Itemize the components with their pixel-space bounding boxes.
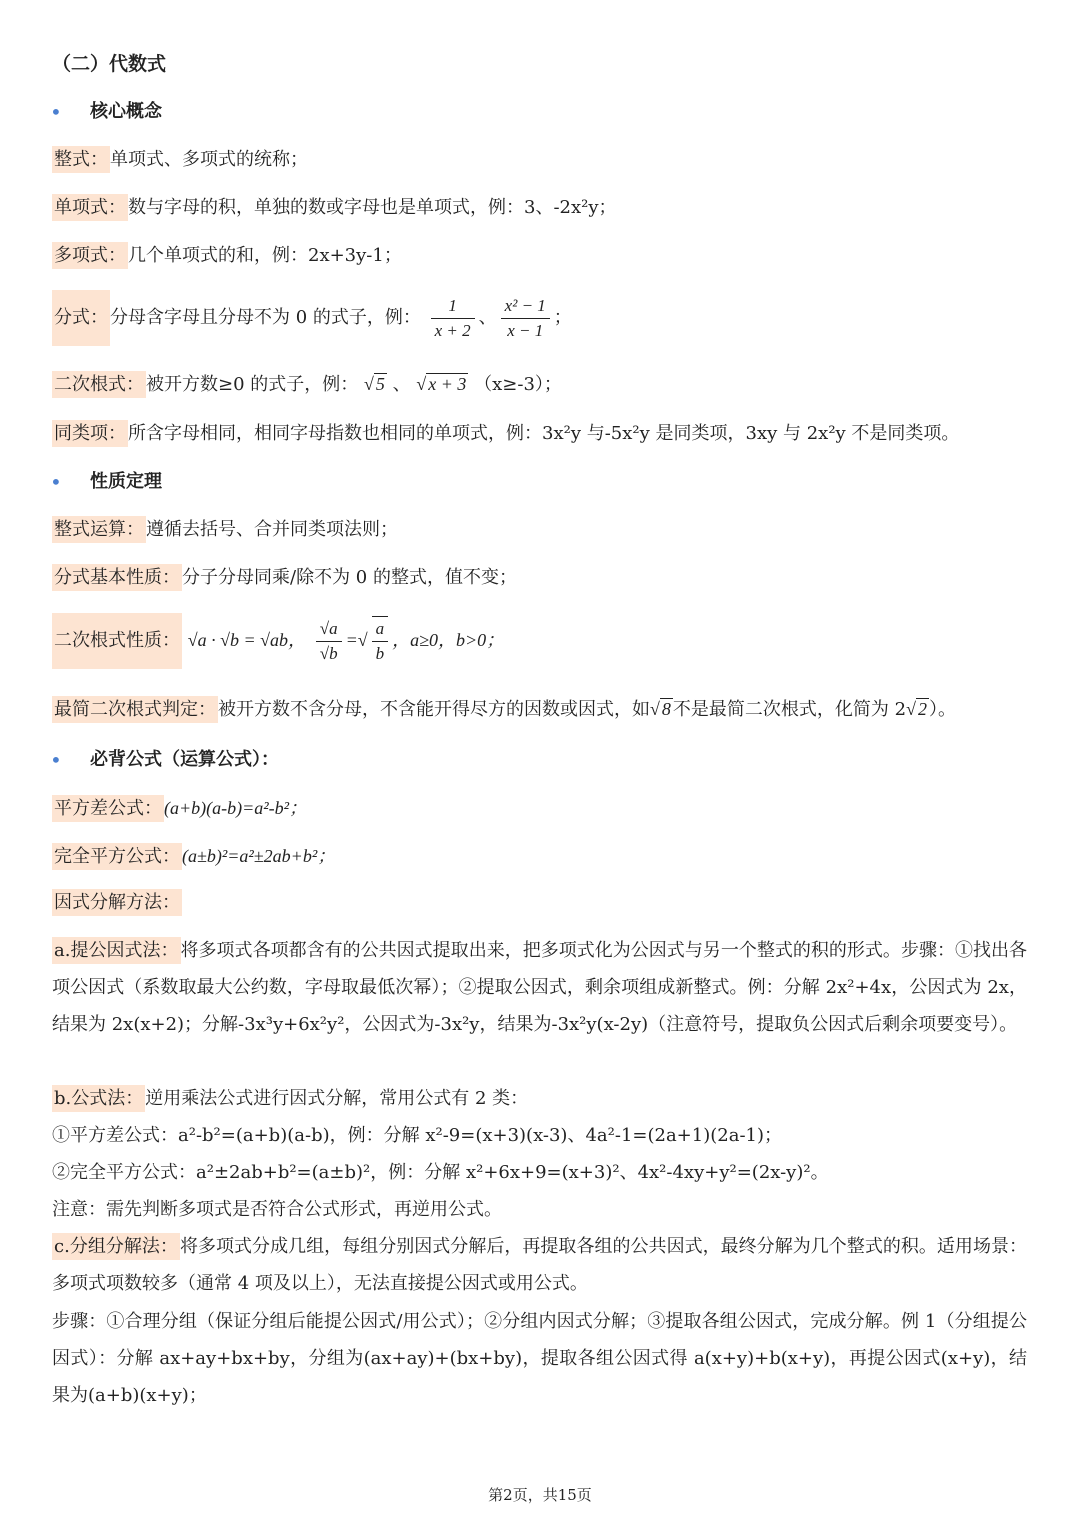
def-fenshi <box>52 290 1040 346</box>
sqrt-result: √ 2 <box>906 699 927 719</box>
label-highlight: 整式： <box>52 146 110 173</box>
sqrt-quotient-rhs <box>372 616 389 666</box>
formula-pingfangcha <box>52 796 1040 821</box>
def-zhengshi <box>52 148 1040 172</box>
radicand: 5 <box>375 374 385 394</box>
label-highlight: 二次根式： <box>52 371 146 398</box>
radicand: 2 <box>917 699 927 719</box>
label-highlight: 多项式： <box>52 242 128 269</box>
label-highlight: c.分组分解法： <box>52 1233 180 1260</box>
heading-formulas: 必背公式（运算公式）： <box>90 749 279 770</box>
sqrt-example-2: √ x + 3 <box>416 374 467 394</box>
label-highlight: 分式基本性质： <box>52 564 182 591</box>
fraction-example-1 <box>431 294 475 343</box>
numerator: √a <box>316 617 342 642</box>
def-text: 几个单项式的和，例：2x+3y-1； <box>128 245 402 266</box>
method-text: 将多项式分成几组，每组分别因式分解后，再提取各组的公共因式，最终分解为几个整式的积。适用场景：多项式项数较多（通常 4 项及以上），无法直接提公因式或用公式。 <box>52 1236 1027 1294</box>
prop-text: 被开方数不含分母，不含能开得尽方的因数或因式，如 <box>218 699 650 720</box>
formula-text: (a+b)(a-b)=a²-b²； <box>164 798 308 818</box>
heading-core: 核心概念 <box>90 101 162 122</box>
def-text: 被开方数≥0 的式子，例： <box>146 374 359 395</box>
section-title: （二）代数式 <box>52 53 167 75</box>
denominator: b <box>375 644 385 663</box>
fraction-example-2 <box>501 294 550 343</box>
prop-simplest <box>52 697 1040 722</box>
label-highlight: b.公式法： <box>52 1085 145 1112</box>
prop-text: ）。 <box>928 699 956 720</box>
sqrt-example: √ 8 <box>650 699 671 719</box>
equals: =√ <box>345 630 368 650</box>
method-c <box>52 1228 1027 1302</box>
prop-text: 分子分母同乘/除不为 0 的整式，值不变； <box>182 567 517 588</box>
prop-text: 不是最简二次根式，化简为 2 <box>672 699 907 720</box>
label-highlight: 二次根式性质： <box>52 613 182 669</box>
prop-text: 遵循去括号、合并同类项法则； <box>146 519 398 540</box>
def-genshi <box>52 372 1040 397</box>
sqrt-quotient-lhs <box>316 617 342 666</box>
method-c-steps: 步骤：①合理分组（保证分组后能提公因式/用公式）；②分组内因式分解；③提取各组公因式，完成分解。例 1（分组提公因式）：分解 ax+ay+bx+by，分组为(ax+ay)+(bx+by)，提取各组公因式得 a(x+y)+b(x+y)，再提公因式(x+y)，结果为(a+b)(x+y)； <box>52 1311 1027 1406</box>
def-duoxiang <box>52 244 1040 268</box>
prop-genshi <box>52 612 1040 669</box>
method-b <box>52 1080 1027 1117</box>
end-mark: ； <box>553 307 572 328</box>
def-text: 所含字母相同，相同字母指数也相同的单项式，例：3x²y 与-5x²y 是同类项，3xy 与 2x²y 不是同类项。 <box>128 423 960 444</box>
sqrt-product-formula: √a · √b = √ab， <box>187 630 307 650</box>
separator: 、 <box>478 307 497 328</box>
def-danxiang <box>52 196 1040 220</box>
separator: 、 <box>392 374 411 395</box>
method-a <box>52 932 1027 1043</box>
denominator: √b <box>319 643 338 663</box>
numerator: a <box>372 617 389 642</box>
def-tonglei <box>52 422 1040 446</box>
prop-fenshi <box>52 566 1040 590</box>
formula-wanquan <box>52 844 1040 869</box>
bullet-dot: • <box>50 748 62 772</box>
numerator: 1 <box>431 294 475 319</box>
def-text: 单项式、多项式的统称； <box>110 149 308 170</box>
label-highlight: 同类项： <box>52 420 128 447</box>
label-highlight: a.提公因式法： <box>52 937 181 964</box>
label-highlight: 整式运算： <box>52 516 146 543</box>
label-highlight: 平方差公式： <box>52 795 164 822</box>
method-note: 注意：需先判断多项式是否符合公式形式，再逆用公式。 <box>52 1199 502 1220</box>
sqrt-example-1: √ 5 <box>364 374 385 394</box>
radicand: x + 3 <box>428 374 467 394</box>
label-highlight: 因式分解方法： <box>52 889 182 916</box>
def-text: 数与字母的积，单独的数或字母也是单项式，例：3、-2x²y； <box>128 197 617 218</box>
condition: （x≥-3）； <box>474 374 562 395</box>
bullet-dot: • <box>50 100 62 124</box>
def-text: 分母含字母且分母不为 0 的式子，例： <box>110 307 421 328</box>
method-text: 逆用乘法公式进行因式分解，常用公式有 2 类： <box>145 1088 529 1109</box>
prop-zhengshi-op <box>52 518 1040 542</box>
label-highlight: 完全平方公式： <box>52 843 182 870</box>
label-highlight: 最简二次根式判定： <box>52 696 218 723</box>
bullet-dot: • <box>50 470 62 494</box>
radicand: 8 <box>661 699 671 719</box>
label-highlight: 分式： <box>52 290 110 346</box>
label-highlight: 单项式： <box>52 194 128 221</box>
page-footer: 第2页，共15页 <box>488 1486 592 1504</box>
heading-props: 性质定理 <box>90 471 162 492</box>
condition: ，a≥0，b>0； <box>392 630 505 650</box>
formula-yinshi <box>52 891 1040 915</box>
numerator: x² − 1 <box>501 294 550 319</box>
method-b-item-1: ①平方差公式：a²-b²=(a+b)(a-b)，例：分解 x²-9=(x+3)(x-3)、4a²-1=(2a+1)(2a-1)； <box>52 1125 783 1146</box>
denominator: x + 2 <box>434 320 471 340</box>
method-b-item-2: ②完全平方公式：a²±2ab+b²=(a±b)²，例：分解 x²+6x+9=(x+3)²、4x²-4xy+y²=(2x-y)²。 <box>52 1162 829 1183</box>
method-text: 将多项式各项都含有的公共因式提取出来，把多项式化为公因式与另一个整式的积的形式。步骤：①找出各项公因式（系数取最大公约数，字母取最低次幂）；②提取公因式，剩余项组成新整式。例：分解 2x²+4x，公因式为 2x，结果为 2x(x+2)；分解-3x³y+6x²y²，公因式为-3x²y，结果为-3x²y(x-2y)（注意符号，提取负公因式后剩余项要变号）。 <box>52 940 1028 1035</box>
formula-text: (a±b)²=a²±2ab+b²； <box>182 846 336 866</box>
denominator: x − 1 <box>507 320 544 340</box>
